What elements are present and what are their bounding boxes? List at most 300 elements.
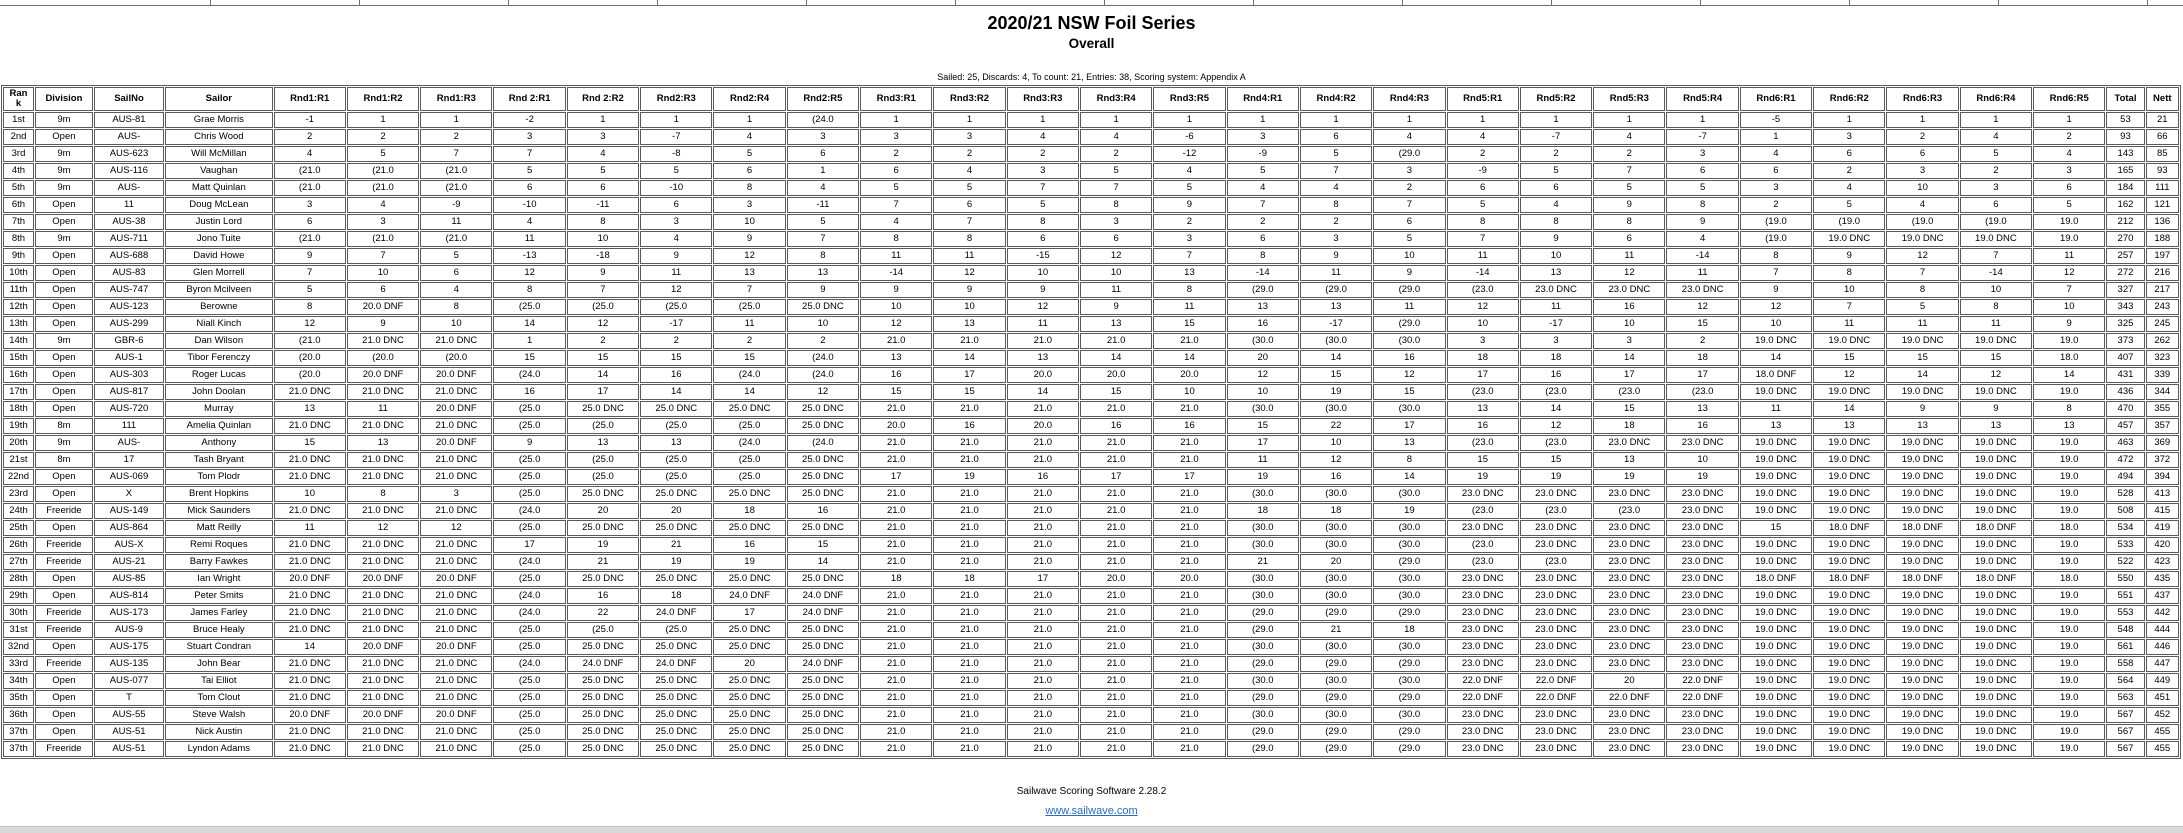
table-cell: 20.0 DNF [420,639,492,655]
table-cell: 8 [860,231,932,247]
table-cell: 20.0 [1007,367,1079,383]
table-cell: 25.0 DNC [787,673,859,689]
table-cell: 20 [567,503,639,519]
table-cell: 21.0 [1080,724,1152,740]
table-cell: 8 [1447,214,1519,230]
table-cell: 21.0 [1153,435,1225,451]
table-cell: 11 [933,248,1005,264]
table-row [3,588,2179,604]
table-cell: 8 [1300,197,1372,213]
table-cell: 21.0 [1080,605,1152,621]
table-cell: 21.0 DNC [347,554,419,570]
table-cell: 21.0 DNC [274,452,346,468]
table-cell: AUS-077 [94,673,164,689]
table-cell: 14 [1520,401,1592,417]
column-header: Nett [2146,87,2179,111]
table-cell: 6 [1886,146,1958,162]
table-cell: 6 [713,163,785,179]
table-cell: 1 [1666,112,1738,128]
table-cell: 21.0 [1080,741,1152,757]
table-cell: 10 [274,486,346,502]
table-cell: 12 [2033,265,2105,281]
table-cell: 18.0 DNF [1740,367,1812,383]
table-cell: 23.0 DNC [1520,520,1592,536]
table-cell: 21.0 DNC [347,452,419,468]
table-cell: 21.0 [1153,588,1225,604]
table-cell: 5 [420,248,492,264]
table-cell: 19.0 DNC [1813,452,1885,468]
table-cell: 11 [1666,265,1738,281]
table-cell: 1 [1007,112,1079,128]
table-cell: 23.0 DNC [1447,741,1519,757]
table-row [3,180,2179,196]
table-cell: 561 [2106,639,2144,655]
table-cell: 2 [1080,146,1152,162]
table-cell: 25.0 DNC [640,741,712,757]
table-cell: 4 [1447,129,1519,145]
table-cell: Doug McLean [165,197,272,213]
table-cell: 6 [1373,214,1445,230]
table-cell: 13 [1740,418,1812,434]
table-cell: 23.0 DNC [1666,554,1738,570]
column-header: Rnd2:R5 [787,87,859,111]
table-cell: 2 [787,333,859,349]
table-cell: 1 [1300,112,1372,128]
table-cell: 19.0 DNC [1960,673,2032,689]
table-cell: 6 [1080,231,1152,247]
table-cell: 4 [1227,180,1299,196]
software-credit: Sailwave Scoring Software 2.28.2 [1016,786,1167,797]
table-cell: 19.0 DNC [1813,435,1885,451]
table-cell: 5 [274,282,346,298]
table-cell: 18.0 [2033,571,2105,587]
table-cell: 1 [1447,112,1519,128]
table-row [3,554,2179,570]
table-cell: 19.0 DNC [1740,435,1812,451]
table-cell: 21.0 DNC [274,724,346,740]
table-row [3,486,2179,502]
table-cell: 22.0 DNF [1593,690,1665,706]
table-cell: 13 [1447,401,1519,417]
table-cell: 1 [1227,112,1299,128]
table-cell: 11 [1813,316,1885,332]
table-cell: Open [35,639,93,655]
table-cell: 7 [2033,282,2105,298]
table-cell: 2 [1666,333,1738,349]
table-cell: 21.0 [1080,503,1152,519]
table-cell: 25.0 DNC [640,707,712,723]
table-cell: 7 [1080,180,1152,196]
table-cell: 21.0 DNC [420,452,492,468]
table-cell: 17 [1666,367,1738,383]
table-cell: 394 [2146,469,2179,485]
table-cell: 9 [1373,265,1445,281]
table-cell: 245 [2146,316,2179,332]
table-cell: 17 [1373,418,1445,434]
table-cell: AUS-299 [94,316,164,332]
table-row [3,452,2179,468]
table-cell: -17 [1300,316,1372,332]
table-cell: 15 [1373,384,1445,400]
table-cell: 21.0 [1007,622,1079,638]
table-cell: 25.0 DNC [713,741,785,757]
table-cell: 19.0 DNC [1740,673,1812,689]
table-cell: 3rd [3,146,34,162]
table-cell: Murray [165,401,272,417]
table-cell: 470 [2106,401,2144,417]
table-cell: 9 [1153,197,1225,213]
table-cell: 19.0 DNC [1960,503,2032,519]
table-cell: Matt Quinlan [165,180,272,196]
series-summary: Sailed: 25, Discards: 4, To count: 21, Entries: 38, Scoring system: Appendix A [937,72,1246,82]
table-cell: 21.0 [933,724,1005,740]
table-cell: 19.0 DNC [1886,435,1958,451]
table-cell: 327 [2106,282,2144,298]
table-cell: 12 [420,520,492,536]
table-cell: Brent Hopkins [165,486,272,502]
table-cell: 19.0 DNC [1813,707,1885,723]
table-cell: 22 [1300,418,1372,434]
table-cell: 21.0 [1153,707,1225,723]
table-cell: 21.0 DNC [347,469,419,485]
column-header: Rnd1:R2 [347,87,419,111]
table-cell: 23.0 DNC [1593,707,1665,723]
table-cell: 2 [347,129,419,145]
table-cell: -14 [1447,265,1519,281]
table-cell: Open [35,282,93,298]
page-subtitle: Overall [1068,36,1115,51]
table-cell: (29.0 [1227,690,1299,706]
column-header: Rnd5:R4 [1666,87,1738,111]
table-cell: 12 [1960,367,2032,383]
table-cell: 2 [1007,146,1079,162]
table-cell: 10 [1007,265,1079,281]
table-cell: 21.0 DNC [420,333,492,349]
table-row [3,299,2179,315]
table-row [3,333,2179,349]
column-header: Rnd4:R2 [1300,87,1372,111]
table-cell: 19.0 DNC [1960,469,2032,485]
table-cell: 6 [1960,197,2032,213]
table-cell: 14 [567,367,639,383]
table-cell: 8 [1593,214,1665,230]
table-cell: 452 [2146,707,2179,723]
table-cell: 15th [3,350,34,366]
table-cell: 413 [2146,486,2179,502]
table-cell: 212 [2106,214,2144,230]
table-cell: Open [35,367,93,383]
table-cell: (23.0 [1447,384,1519,400]
table-cell: 25.0 DNC [713,707,785,723]
table-cell: 18.0 DNF [1740,571,1812,587]
table-cell: 21.0 [1080,537,1152,553]
table-cell: 25.0 DNC [787,622,859,638]
table-cell: 22.0 DNF [1447,690,1519,706]
table-cell: 23.0 DNC [1666,656,1738,672]
table-cell: (30.0 [1227,401,1299,417]
table-cell: AUS-720 [94,401,164,417]
table-cell: 8 [347,486,419,502]
table-cell: 15 [1227,418,1299,434]
table-cell: 20 [1593,673,1665,689]
table-cell: (23.0 [1447,503,1519,519]
table-cell: 14 [713,384,785,400]
table-cell: (30.0 [1373,333,1445,349]
table-cell: 19.0 DNC [1886,741,1958,757]
table-cell: 13 [787,265,859,281]
table-cell: (25.0 [713,452,785,468]
sailwave-link[interactable]: www.sailwave.com [1045,805,1138,817]
table-cell: 12 [493,265,565,281]
table-cell: 66 [2146,129,2179,145]
table-cell: John Bear [165,656,272,672]
table-cell: 2 [420,129,492,145]
table-cell: 2 [860,146,932,162]
table-cell: 23.0 DNC [1447,707,1519,723]
table-cell: -14 [1227,265,1299,281]
table-cell: 21.0 [933,639,1005,655]
table-cell: 16 [1373,350,1445,366]
table-cell: 18 [1593,418,1665,434]
table-cell: 25.0 DNC [713,401,785,417]
table-cell: (25.0 [493,673,565,689]
table-cell: 431 [2106,367,2144,383]
table-cell: 13 [713,265,785,281]
table-cell: 1 [1373,112,1445,128]
table-cell: 21.0 [1153,401,1225,417]
column-header: Rnd3:R2 [933,87,1005,111]
table-cell: (30.0 [1227,707,1299,723]
table-cell: 6 [493,180,565,196]
table-cell: 7 [787,231,859,247]
table-cell: (25.0 [640,299,712,315]
table-cell: 217 [2146,282,2179,298]
table-cell: 3 [1886,163,1958,179]
table-cell: 19.0 DNC [1813,231,1885,247]
table-cell: 21.0 [860,435,932,451]
table-cell: Open [35,571,93,587]
table-cell: 243 [2146,299,2179,315]
table-cell: 2 [1373,180,1445,196]
table-cell: 23.0 DNC [1520,571,1592,587]
table-cell: 23.0 DNC [1666,282,1738,298]
table-cell: 13 [1153,265,1225,281]
table-cell: 8 [787,248,859,264]
table-cell: (23.0 [1593,503,1665,519]
table-cell: 8 [1080,197,1152,213]
table-cell: 7 [1447,231,1519,247]
table-cell: 19.0 DNC [1740,486,1812,502]
table-cell: Berowne [165,299,272,315]
table-cell: 8m [35,452,93,468]
table-cell: 21.0 DNC [347,690,419,706]
table-cell: 13 [1080,316,1152,332]
table-cell: 20.0 DNF [420,401,492,417]
table-cell: 20.0 DNF [274,707,346,723]
table-cell: 8 [1520,214,1592,230]
table-row [3,503,2179,519]
column-header: Rnd3:R5 [1153,87,1225,111]
table-cell: 4 [1813,180,1885,196]
table-cell: 143 [2106,146,2144,162]
table-cell: 16 [1300,469,1372,485]
table-cell: 8 [1373,452,1445,468]
table-cell: 19 [713,554,785,570]
table-cell: 21.0 [1080,639,1152,655]
table-cell: 5 [1593,180,1665,196]
table-cell: 2nd [3,129,34,145]
table-cell: 21.0 [860,622,932,638]
table-cell: AUS-864 [94,520,164,536]
table-cell: (24.0 [713,435,785,451]
table-cell: (29.0 [1227,724,1299,740]
table-cell: 21.0 [933,554,1005,570]
table-cell: (29.0 [1373,554,1445,570]
table-cell: (30.0 [1373,401,1445,417]
table-cell: (30.0 [1227,639,1299,655]
table-cell: (24.0 [493,554,565,570]
table-cell: 25.0 DNC [787,401,859,417]
table-cell: 19.0 DNC [1886,724,1958,740]
table-cell: 25.0 DNC [640,673,712,689]
table-cell: 20 [1227,350,1299,366]
footer [0,786,2183,819]
table-cell: 21.0 DNC [347,622,419,638]
table-cell: 7 [933,214,1005,230]
table-cell: 10 [713,214,785,230]
table-cell: 21.0 DNC [420,503,492,519]
table-cell: 21.0 [1007,724,1079,740]
table-cell: 5 [640,163,712,179]
table-cell: 21.0 [860,673,932,689]
table-cell: 25.0 DNC [640,401,712,417]
table-cell: 23.0 DNC [1447,486,1519,502]
table-cell: 4 [274,146,346,162]
table-cell: 10 [1813,282,1885,298]
table-cell: 23.0 DNC [1447,724,1519,740]
table-cell: 37th [3,724,34,740]
table-cell: 23.0 DNC [1520,656,1592,672]
table-cell: 21.0 [1153,605,1225,621]
table-cell: (29.0 [1373,146,1445,162]
table-cell: 3 [787,129,859,145]
table-cell: (30.0 [1300,520,1372,536]
table-cell: -10 [493,197,565,213]
table-cell: 6 [567,180,639,196]
table-cell: (29.0 [1227,656,1299,672]
table-cell: 23.0 DNC [1666,605,1738,621]
table-cell: 5 [1080,163,1152,179]
table-cell: 1 [1080,112,1152,128]
table-cell: (25.0 [493,520,565,536]
table-cell: 21.0 [1007,656,1079,672]
table-cell: 21.0 [1007,707,1079,723]
table-cell: 21 [1227,554,1299,570]
table-cell: 23.0 DNC [1666,588,1738,604]
table-cell: 21.0 [860,333,932,349]
table-cell: (25.0 [640,452,712,468]
table-cell: -7 [1666,129,1738,145]
table-cell: (29.0 [1373,690,1445,706]
table-cell: 6 [1007,231,1079,247]
table-cell: 19.0 [2033,214,2105,230]
table-cell: 19.0 DNC [1813,384,1885,400]
table-cell: 19.0 [2033,435,2105,451]
table-cell: (29.0 [1300,282,1372,298]
table-cell: 19.0 DNC [1740,537,1812,553]
table-cell: (30.0 [1227,571,1299,587]
table-cell: 19.0 DNC [1886,231,1958,247]
table-cell: 1 [1813,112,1885,128]
table-cell: 23.0 DNC [1447,639,1519,655]
table-cell: 1 [2033,112,2105,128]
table-row [3,639,2179,655]
table-cell: 19 [1447,469,1519,485]
table-cell: 8 [933,231,1005,247]
table-cell: 13 [1666,401,1738,417]
table-cell: 451 [2146,690,2179,706]
table-cell: 7th [3,214,34,230]
table-cell: -9 [1447,163,1519,179]
table-cell: 20.0 DNF [347,639,419,655]
table-cell: 21.0 [1080,435,1152,451]
table-cell: 8 [1886,282,1958,298]
table-cell: 13 [640,435,712,451]
table-cell: 21.0 [860,503,932,519]
table-cell: 12 [1227,367,1299,383]
table-cell: 20.0 DNF [420,435,492,451]
table-cell: 5 [347,146,419,162]
table-cell: 17 [713,605,785,621]
table-cell: (25.0 [567,418,639,434]
table-cell: 7 [567,282,639,298]
table-cell: 25.0 DNC [787,690,859,706]
table-cell: 11 [2033,248,2105,264]
table-cell: 323 [2146,350,2179,366]
table-cell: 19.0 DNC [1813,724,1885,740]
table-cell: 21.0 DNC [420,690,492,706]
table-cell: 9 [274,248,346,264]
table-cell: 9 [1960,401,2032,417]
table-cell: Open [35,707,93,723]
table-cell: 9 [1007,282,1079,298]
table-cell: 19.0 DNC [1813,673,1885,689]
table-cell: 21.0 [933,673,1005,689]
table-cell: 21.0 DNC [274,537,346,553]
table-cell: (21.0 [274,180,346,196]
table-cell: 25.0 DNC [640,639,712,655]
table-cell: (30.0 [1300,639,1372,655]
table-cell: (19.0 [1740,214,1812,230]
table-cell: 22.0 DNF [1520,673,1592,689]
table-cell: 21.0 DNC [274,418,346,434]
table-cell: (24.0 [493,588,565,604]
table-cell: 25.0 DNC [787,571,859,587]
table-cell: (30.0 [1373,537,1445,553]
table-cell: (30.0 [1227,520,1299,536]
table-cell: 11 [493,231,565,247]
table-cell: 4 [2033,146,2105,162]
column-header: Rnd6:R1 [1740,87,1812,111]
table-cell: Open [35,129,93,145]
table-cell: 1 [1960,112,2032,128]
table-cell: 16 [493,384,565,400]
table-cell: 12th [3,299,34,315]
table-cell: 4 [640,231,712,247]
table-cell: 19 [1666,469,1738,485]
table-cell: 17 [1447,367,1519,383]
table-cell: 21.0 DNC [274,554,346,570]
